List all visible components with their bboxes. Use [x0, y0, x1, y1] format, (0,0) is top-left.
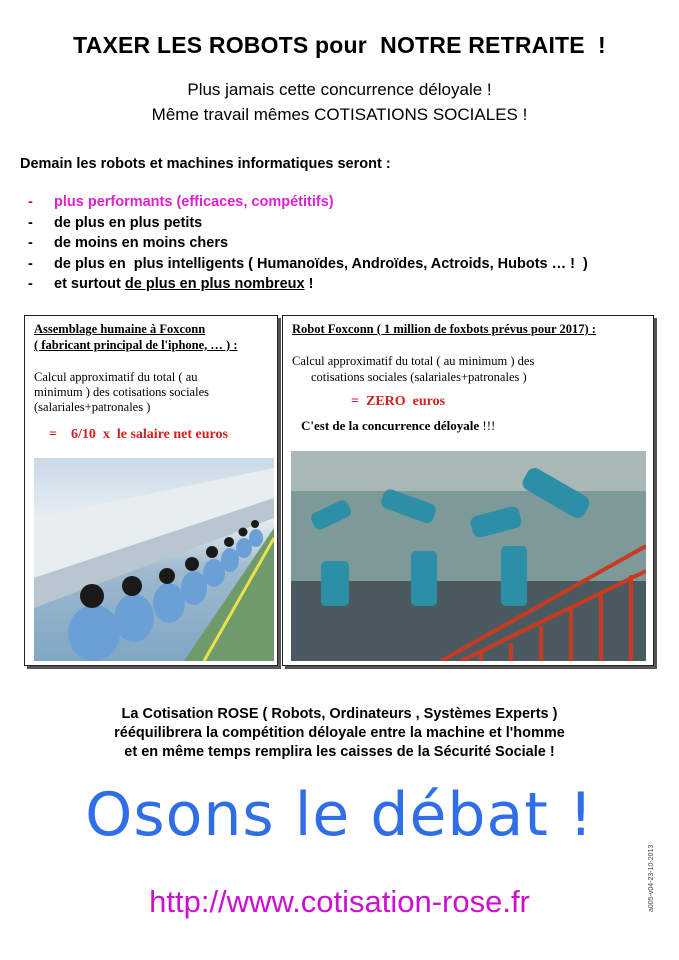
subtitle-line-1: Plus jamais cette concurrence déloyale !: [187, 80, 492, 99]
foxconn-human-panel: [24, 315, 278, 666]
list-item: [28, 233, 588, 254]
bullet-dash: -: [28, 214, 33, 231]
bullet-text-suffix: !: [304, 276, 314, 292]
panel-calc-line-2: cotisations sociales (salariales+patronales ): [311, 370, 527, 384]
bullet-dash: -: [28, 194, 33, 210]
robot-arms-illustration: [291, 451, 646, 661]
bullet-text: de plus en plus petits: [54, 214, 203, 231]
cotisation-line-2: rééquilibrera la compétition déloyale entre la machine et l'homme: [114, 725, 565, 741]
assembly-line-photo: [34, 458, 274, 661]
document-reference: a005-v04-23-10-2013: [648, 844, 655, 912]
panel-title-line-1: Assemblage humaine à Foxconn: [34, 322, 206, 336]
bullet-text: plus performants (efficaces, compétitifs): [54, 194, 334, 210]
slogan: Osons le débat !: [85, 780, 594, 850]
list-item: [28, 274, 588, 295]
robot-arms-photo: [291, 451, 646, 661]
panel-title: Robot Foxconn ( 1 million de foxbots prévus pour 2017) :: [292, 322, 596, 336]
bullet-text: de plus en plus intelligents ( Humanoïdes, Androïdes, Actroids, Hubots … ! ): [54, 255, 588, 272]
panel-title-line-2: ( fabricant principal de l'iphone, … ) :: [34, 338, 238, 352]
cotisation-rose-statement: [0, 705, 679, 762]
panel-calc-line-1: Calcul approximatif du total ( au minimum ) des: [292, 354, 535, 368]
subtitle-line-2: Même travail mêmes COTISATIONS SOCIALES !: [151, 105, 528, 124]
panel-concurrence: [301, 418, 495, 434]
bullet-dash: -: [28, 255, 33, 272]
assembly-line-illustration: [34, 458, 274, 661]
bullet-dash: -: [28, 276, 33, 292]
bullet-text: de moins en moins chers: [54, 235, 229, 251]
intro-text: Demain les robots et machines informatiques seront :: [20, 156, 391, 172]
cotisation-line-1: La Cotisation ROSE ( Robots, Ordinateurs , Systèmes Experts ): [121, 706, 558, 722]
bullet-dash: -: [28, 235, 33, 251]
list-item: [28, 254, 588, 275]
panel-result: = ZERO euros: [351, 394, 446, 409]
bullet-list: [28, 192, 588, 295]
concurrence-exclaim: !!!: [479, 418, 496, 433]
foxconn-robot-panel: [282, 315, 654, 666]
list-item: [28, 192, 588, 213]
concurrence-bold: C'est de la concurrence déloyale: [301, 418, 480, 433]
list-item: [28, 213, 588, 234]
panel-calc-text: Calcul approximatif du total ( au minimum ) des cotisations sociales (salariales+patronales ): [34, 370, 209, 414]
cotisation-line-3: et en même temps remplira les caisses de la Sécurité Sociale !: [124, 744, 555, 760]
website-link[interactable]: http://www.cotisation-rose.fr: [149, 884, 530, 919]
bullet-text-prefix: et surtout: [54, 276, 125, 292]
bullet-text-underlined: de plus en plus nombreux: [124, 276, 305, 292]
panel-result: = 6/10 x le salaire net euros: [49, 427, 228, 442]
poster-title: TAXER LES ROBOTS pour NOTRE RETRAITE !: [73, 32, 606, 58]
